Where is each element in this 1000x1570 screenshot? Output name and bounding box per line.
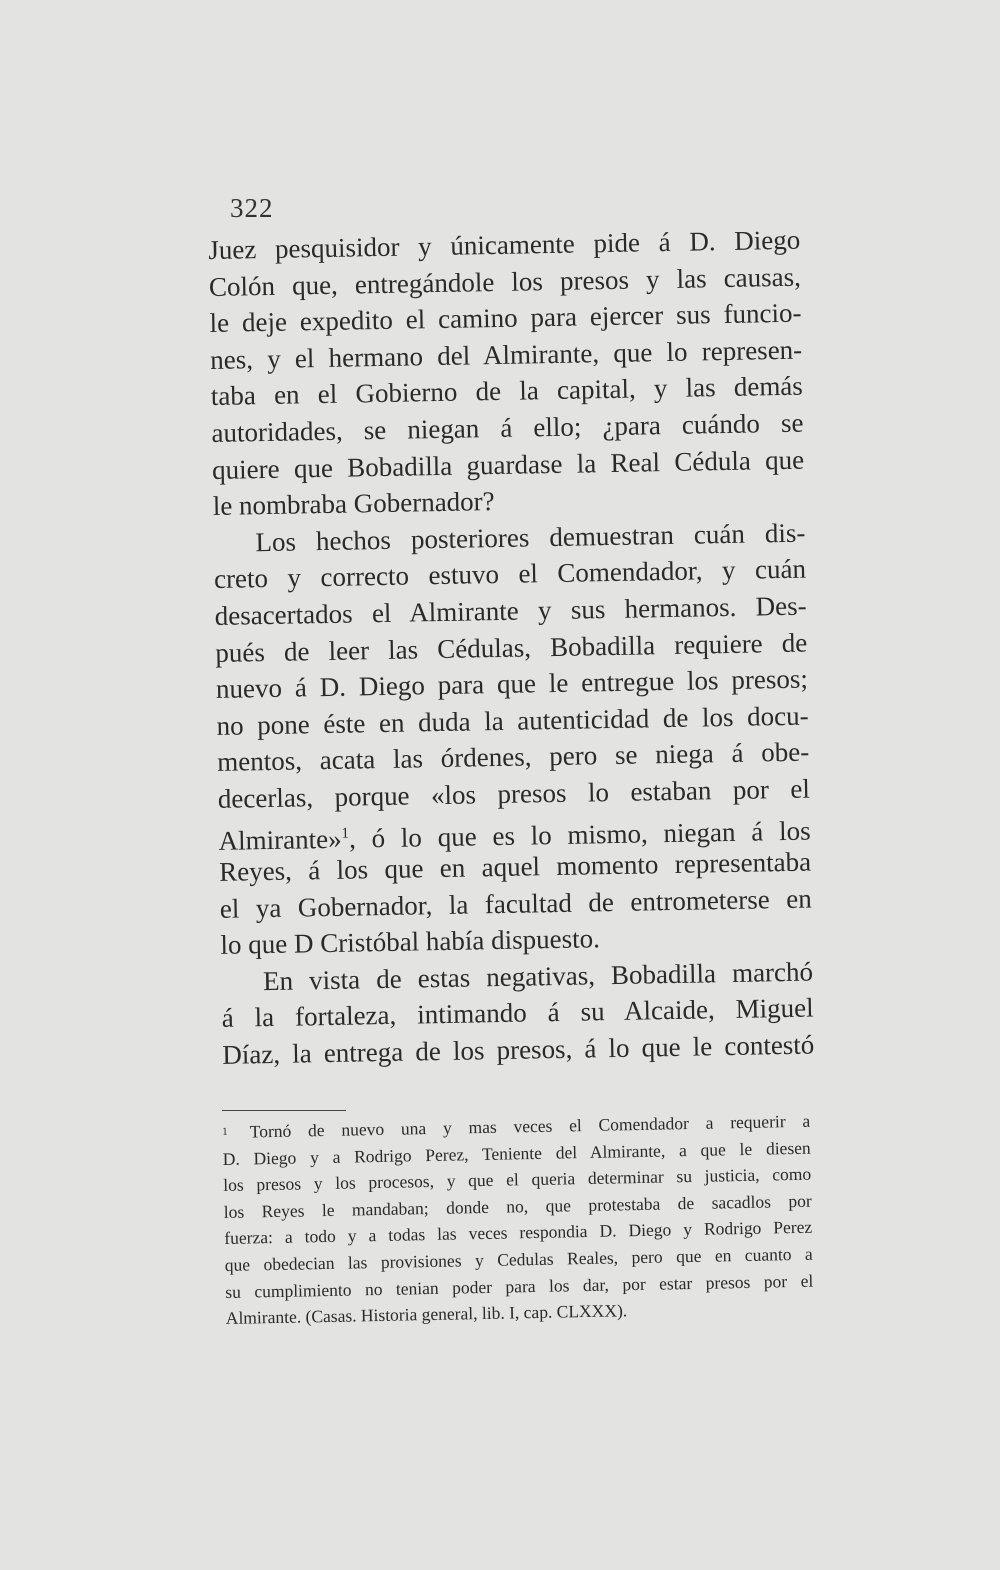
- text-line: desacertados el Almirante y sus hermanos. Des-: [214, 590, 807, 631]
- text-line: creto y correcto estuvo el Comendador, y cuán: [213, 553, 807, 595]
- footnote-text: Tornó de nuevo una y mas veces el Comendador a requerir a: [249, 1110, 811, 1142]
- footnote-block: [222, 1108, 814, 1332]
- page-number: 322: [230, 193, 274, 223]
- footnote-line: que obedecian las provisiones y Cedulas Reales, pero que en cuanto a: [224, 1243, 813, 1275]
- text-fragment: Almirante»: [218, 823, 342, 856]
- footnote-line: fuerza: a todo y a todas las veces respondia D. Diego y Rodrigo Perez: [224, 1217, 813, 1249]
- footnote-line: D. Diego y a Rodrigo Perez, Teniente del Almirante, a que le diesen: [222, 1137, 811, 1169]
- text-line: quiere que Bobadilla guardase la Real Cédula que: [211, 444, 805, 485]
- text-line: le nombraba Gobernador?: [212, 486, 495, 522]
- text-line: Los hechos posteriores demuestran cuán dis-: [255, 517, 806, 557]
- text-line: á la fortaleza, intimando á su Alcaide, Miguel: [221, 993, 814, 1034]
- text-line: Juez pesquisidor y únicamente pide á D. Diego: [208, 224, 801, 265]
- text-line: le deje expedito el camino para ejercer sus funcio-: [209, 297, 802, 339]
- text-line: decerlas, porque «los presos lo estaban por el: [217, 773, 811, 814]
- text-line: Díaz, la entrega de los presos, á lo que le contestó: [222, 1029, 815, 1070]
- text-line: el ya Gobernador, la facultad de entrometerse en: [219, 883, 812, 924]
- text-line: pués de leer las Cédulas, Bobadilla requiere de: [215, 627, 808, 668]
- text-line: nes, y el hermano del Almirante, que lo represen-: [209, 334, 803, 375]
- text-line: taba en el Gobierno de la capital, y las demás: [210, 371, 804, 412]
- text-line: En vista de estas negativas, Bobadilla marchó: [262, 956, 814, 997]
- footnote-reference: 1: [341, 825, 350, 842]
- text-line: Reyes, á los que en aquel momento representaba: [218, 846, 812, 887]
- text-line: autoridades, se niegan á ello; ¿para cuándo se: [211, 407, 804, 448]
- text-line: Colón que, entregándole los presos y las causas,: [208, 261, 802, 302]
- text-line: nuevo á D. Diego para que le entregue los presos;: [215, 663, 809, 705]
- footnote-line: los presos y los procesos, y que el queria determinar su justicia, como: [223, 1163, 812, 1196]
- footnote-line: su cumplimiento no tenian poder para los dar, por estar presos por el: [225, 1270, 814, 1302]
- text-fragment: , ó lo que es lo mismo, niegan á los: [348, 815, 811, 854]
- text-line: lo que D Cristóbal había dispuesto.: [220, 923, 601, 961]
- footnote-line: Almirante. (Casas. Historia general, lib. I, cap. CLXXX).: [225, 1300, 628, 1329]
- text-line: mentos, acata las órdenes, pero se niega á obe-: [216, 736, 810, 778]
- text-line: no pone éste en duda la autenticidad de los docu-: [216, 700, 809, 741]
- footnote-divider: [222, 1110, 346, 1111]
- footnote-line: los Reyes le mandaban; donde no, que protestaba de sacadlos por: [223, 1190, 812, 1222]
- footnote-marker: 1: [222, 1125, 228, 1138]
- main-text-block: [208, 222, 815, 1074]
